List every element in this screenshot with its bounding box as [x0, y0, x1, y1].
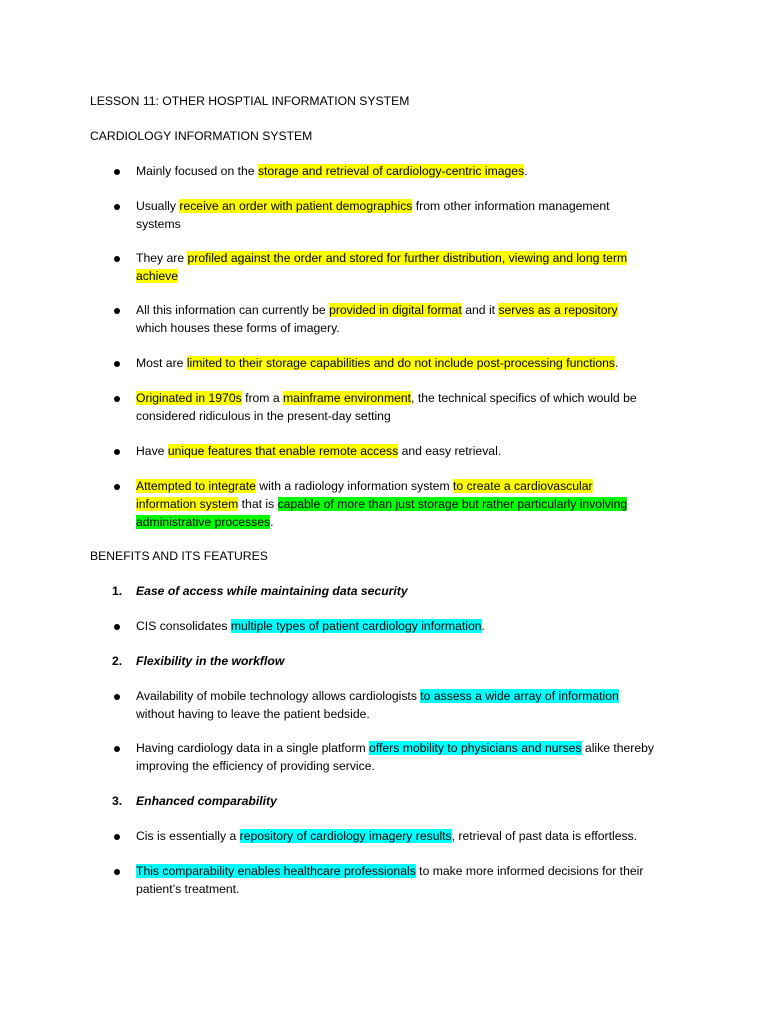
text-line — [136, 355, 618, 372]
text-run: to make more informed decisions for their — [415, 864, 644, 878]
text-run: Having cardiology data in a single platform — [136, 741, 370, 755]
text-line — [136, 216, 181, 233]
text-run: without having to leave the patient bedside. — [136, 707, 370, 721]
highlighted-text: offers mobility to physicians and nurses — [369, 741, 582, 755]
text-line — [136, 163, 528, 180]
highlighted-text: provided in digital format — [329, 303, 462, 317]
text-line — [136, 688, 619, 705]
bullet — [114, 396, 120, 402]
highlighted-text: administrative processes — [136, 515, 271, 529]
bullet — [114, 361, 120, 367]
list-number: 2. — [112, 654, 123, 668]
text-run: Cis is essentially a — [136, 829, 240, 843]
text-line — [136, 408, 391, 425]
highlighted-text: Attempted to integrate — [136, 479, 256, 493]
text-line — [136, 740, 654, 757]
subheading — [136, 793, 277, 810]
text-line — [136, 863, 643, 880]
lesson-title: LESSON 11: OTHER HOSPTIAL INFORMATION SYSTEM — [90, 94, 410, 108]
text-run: . — [614, 356, 619, 370]
text-run: and it — [461, 303, 499, 317]
text-run: with a radiology information system — [255, 479, 454, 493]
text-run: Enhanced comparability — [136, 794, 277, 808]
highlighted-text: receive an order with patient demographics — [179, 199, 413, 213]
highlighted-text: capable of more than just storage but rather particularly involving — [277, 497, 628, 511]
highlighted-text: storage and retrieval of cardiology-centric images — [257, 164, 525, 178]
bullet — [114, 204, 120, 210]
text-line — [136, 881, 239, 898]
text-line — [136, 758, 375, 775]
text-run: , retrieval of past data is effortless. — [451, 829, 638, 843]
highlighted-text: serves as a repository — [498, 303, 618, 317]
highlighted-text: profiled against the order and stored for further distribution, viewing and long term — [187, 251, 628, 265]
list-number: 3. — [112, 794, 123, 808]
text-run: patient’s treatment. — [136, 882, 240, 896]
text-run: alike thereby — [581, 741, 655, 755]
highlighted-text: repository of cardiology imagery results — [239, 829, 452, 843]
text-line — [136, 514, 274, 531]
bullet — [114, 746, 120, 752]
highlighted-text: to assess a wide array of information — [420, 689, 619, 703]
bullet — [114, 834, 120, 840]
highlighted-text: achieve — [136, 269, 179, 283]
text-run: from a — [241, 391, 284, 405]
list-number: 1. — [112, 584, 123, 598]
text-line — [136, 496, 627, 513]
bullet — [114, 308, 120, 314]
text-run: Ease of access while maintaining data security — [136, 584, 408, 598]
highlighted-text: mainframe environment — [283, 391, 412, 405]
text-line — [136, 828, 637, 845]
text-line — [136, 443, 501, 460]
highlighted-text: This comparability enables healthcare professionals — [136, 864, 416, 878]
highlighted-text: limited to their storage capabilities and do not include post-processing functions — [186, 356, 615, 370]
text-run: that is — [238, 497, 278, 511]
text-run: Mainly focused on the — [136, 164, 258, 178]
section-title-cis: CARDIOLOGY INFORMATION SYSTEM — [90, 129, 313, 143]
subheading — [136, 653, 284, 670]
text-run: . — [270, 515, 274, 529]
bullet — [114, 449, 120, 455]
text-line — [136, 390, 637, 407]
text-run: CIS consolidates — [136, 619, 231, 633]
section-title-benefits: BENEFITS AND ITS FEATURES — [90, 549, 268, 563]
bullet — [114, 869, 120, 875]
text-run: considered ridiculous in the present-day setting — [136, 409, 391, 423]
text-run: from other information management — [412, 199, 610, 213]
bullet — [114, 256, 120, 262]
text-run: systems — [136, 217, 181, 231]
bullet — [114, 484, 120, 490]
highlighted-text: information system — [136, 497, 239, 511]
text-run: Flexibility in the workflow — [136, 654, 285, 668]
text-run: and easy retrieval. — [398, 444, 502, 458]
text-run: Availability of mobile technology allows cardiologists — [136, 689, 421, 703]
text-run: . — [481, 619, 485, 633]
text-run: . — [524, 164, 528, 178]
text-line — [136, 302, 618, 319]
text-line — [136, 268, 178, 285]
text-run: Usually — [136, 199, 180, 213]
text-line — [136, 706, 370, 723]
text-line — [136, 320, 340, 337]
text-run: Most are — [136, 356, 187, 370]
text-run: which houses these forms of imagery. — [136, 321, 340, 335]
text-line — [136, 250, 627, 267]
bullet — [114, 624, 120, 630]
highlighted-text: to create a cardiovascular — [453, 479, 593, 493]
text-run: All this information can currently be — [136, 303, 330, 317]
text-run: They are — [136, 251, 188, 265]
text-line — [136, 198, 610, 215]
bullet — [114, 169, 120, 175]
bullet — [114, 694, 120, 700]
text-line — [136, 618, 485, 635]
text-run: improving the efficiency of providing service. — [136, 759, 375, 773]
text-line — [136, 478, 593, 495]
highlighted-text: unique features that enable remote access — [167, 444, 399, 458]
text-run: , the technical specifics of which would be — [411, 391, 637, 405]
subheading — [136, 583, 408, 600]
text-run: Have — [136, 444, 168, 458]
highlighted-text: multiple types of patient cardiology information — [230, 619, 482, 633]
highlighted-text: Originated in 1970s — [136, 391, 242, 405]
